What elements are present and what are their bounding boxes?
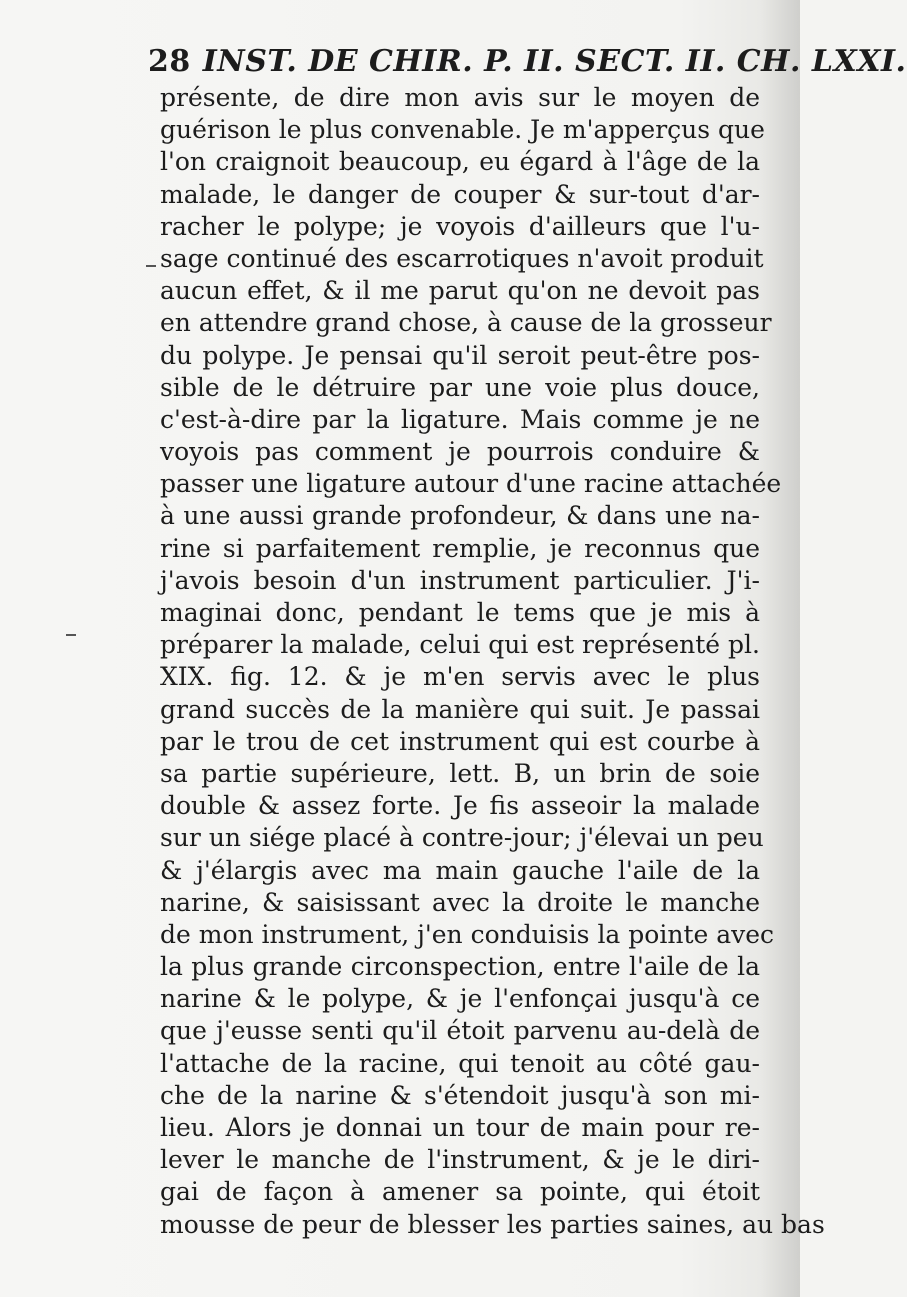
- text-line: préparer la malade, celui qui est représenté pl.: [160, 630, 760, 660]
- text-line: malade, le danger de couper & sur-tout d'ar-: [160, 179, 760, 209]
- text-line: en attendre grand chose, à cause de la grosseur: [160, 308, 772, 338]
- text-line: j'avois besoin d'un instrument particulier. J'i-: [160, 565, 760, 595]
- text-line: l'attache de la racine, qui tenoit au côté gau-: [160, 1048, 760, 1078]
- text-line: grand succès de la manière qui suit. Je passai: [160, 694, 760, 724]
- text-line: maginai donc, pendant le tems que je mis à: [160, 598, 760, 627]
- text-line: lieu. Alors je donnai un tour de main pour re-: [160, 1113, 760, 1142]
- text-line: narine & le polype, & je l'enfonçai jusqu'à ce: [160, 984, 760, 1014]
- text-line: aucun effet, & il me parut qu'on ne devoit pas: [160, 276, 760, 306]
- text-line: double & assez forte. Je fis asseoir la malade: [160, 791, 760, 821]
- text-line: & j'élargis avec ma main gauche l'aile de la: [160, 855, 760, 885]
- text-line: guérison le plus convenable. Je m'apperçus que: [160, 115, 765, 145]
- text-line: c'est-à-dire par la ligature. Mais comme je ne: [160, 404, 760, 434]
- text-line: sage continué des escarrotiques n'avoit produit: [160, 243, 764, 273]
- text-line: XIX. fig. 12. & je m'en servis avec le plus: [160, 662, 760, 692]
- margin-mark: [146, 265, 156, 267]
- text-line: racher le polype; je voyois d'ailleurs que l'u-: [160, 211, 760, 241]
- text-line: l'on craignoit beaucoup, eu égard à l'âge de la: [160, 147, 760, 177]
- text-line: du polype. Je pensai qu'il seroit peut-être pos-: [160, 340, 760, 370]
- page-number: 28: [148, 44, 191, 79]
- body-text: [160, 82, 825, 1241]
- text-line: sible de le détruire par une voie plus douce,: [160, 372, 760, 402]
- text-line: mousse de peur de blesser les parties saines, au bas: [160, 1209, 825, 1239]
- text-line: gai de façon à amener sa pointe, qui étoit: [160, 1177, 760, 1207]
- margin-mark: [66, 634, 76, 636]
- text-line: narine, & saisissant avec la droite le manche: [160, 887, 760, 917]
- text-line: sa partie supérieure, lett. B, un brin de soie: [160, 758, 760, 788]
- text-line: que j'eusse senti qu'il étoit parvenu au-delà de: [160, 1016, 760, 1046]
- text-line: lever le manche de l'instrument, & je le diri-: [160, 1145, 760, 1175]
- text-line: che de la narine & s'étendoit jusqu'à son mi-: [160, 1080, 760, 1110]
- running-head: [148, 42, 907, 82]
- text-line: par le trou de cet instrument qui est courbe à: [160, 726, 760, 756]
- text-line: voyois pas comment je pourrois conduire &: [160, 437, 760, 467]
- text-line: à une aussi grande profondeur, & dans une na-: [160, 501, 760, 531]
- text-line: présente, de dire mon avis sur le moyen de: [160, 83, 760, 112]
- text-line: la plus grande circonspection, entre l'aile de la: [160, 952, 760, 982]
- text-line: sur un siége placé à contre-jour; j'élevai un peu: [160, 823, 764, 853]
- text-line: rine si parfaitement remplie, je reconnus que: [160, 533, 760, 563]
- running-head-title: INST. DE CHIR. P. II. SECT. II. CH. LXXI.: [202, 44, 907, 79]
- text-line: de mon instrument, j'en conduisis la pointe avec: [160, 919, 775, 949]
- text-line: passer une ligature autour d'une racine attachée: [160, 469, 782, 499]
